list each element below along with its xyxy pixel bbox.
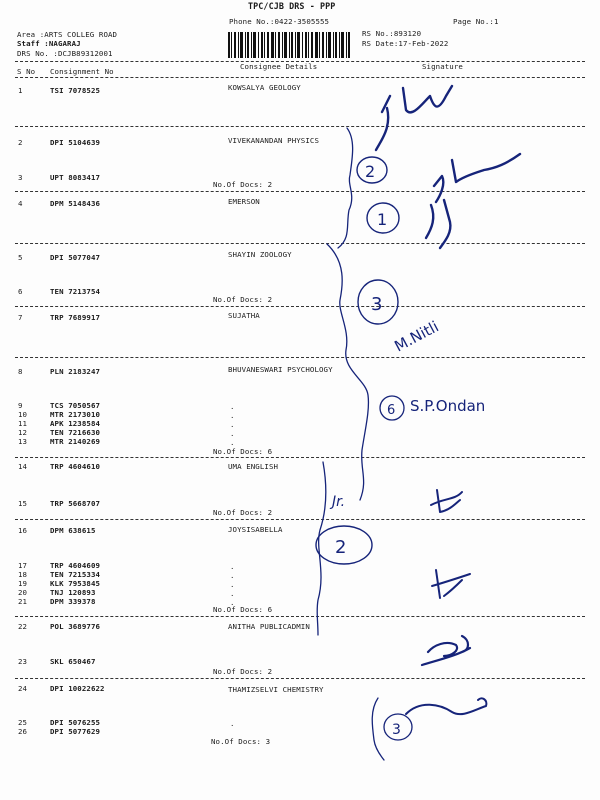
row-divider (15, 191, 585, 192)
page-number: Page No.:1 (453, 17, 499, 26)
row-consignment: UPT 8083417 (50, 173, 101, 182)
row-consignment: DPI 5076255 (50, 718, 101, 727)
row-sno: 9 (18, 401, 23, 410)
rs-number: RS No.:893120 (362, 29, 422, 38)
row-divider (15, 457, 585, 458)
row-sno: 8 (18, 367, 23, 376)
row-consignment: TRP 5668707 (50, 499, 101, 508)
row-sno: 19 (18, 579, 28, 588)
row-consignment: DPI 5077629 (50, 727, 101, 736)
row-consignment: TEN 7213754 (50, 287, 101, 296)
row-sno: 4 (18, 199, 23, 208)
row-divider (15, 616, 585, 617)
circle-number: 6 (387, 403, 396, 418)
row-sno: 14 (18, 462, 28, 471)
row-consignee: VIVEKANANDAN PHYSICS (228, 136, 319, 145)
barcode-image (228, 32, 350, 58)
row-divider (15, 126, 585, 127)
row-consignee: EMERSON (228, 197, 260, 206)
row-consignment: DPM 339378 (50, 597, 96, 606)
row-consignment: TRP 7689917 (50, 313, 101, 322)
area-label: Area :ARTS COLLEG ROAD (17, 30, 118, 39)
row-consignment: DPI 5077047 (50, 253, 101, 262)
doc-count: No.Of Docs: 6 (213, 447, 273, 456)
row-sno: 23 (18, 657, 28, 666)
circle-number: 1 (377, 210, 388, 229)
sheet-title: TPC/CJB DRS - PPP (248, 1, 336, 11)
row-consignee: THAMIZSELVI CHEMISTRY (228, 685, 324, 694)
row-sno: 22 (18, 622, 28, 631)
doc-count: No.Of Docs: 2 (213, 667, 273, 676)
row-consignment: MTR 2173010 (50, 410, 101, 419)
signature-text: S.P.Ondan (410, 397, 486, 415)
row-sno: 3 (18, 173, 23, 182)
row-sno: 12 (18, 428, 28, 437)
staff-label: Staff :NAGARAJ (17, 39, 81, 48)
row-consignment: TRP 4604609 (50, 561, 101, 570)
row-consignment: APK 1238584 (50, 419, 101, 428)
row-consignment: TEN 7215334 (50, 570, 101, 579)
row-sno: 15 (18, 499, 28, 508)
row-divider (15, 306, 585, 307)
circle-number: 2 (365, 162, 376, 181)
row-consignment: MTR 2140269 (50, 437, 101, 446)
doc-count: No.Of Docs: 2 (213, 295, 273, 304)
row-consignee: ANITHA PUBLICADMIN (228, 622, 310, 631)
row-sno: 6 (18, 287, 23, 296)
drs-number: DRS No. :DCJB89312001 (17, 49, 113, 58)
signature-text: Jr. (332, 494, 346, 510)
signature-text: M.Nitli (391, 317, 442, 356)
doc-count: No.Of Docs: 2 (213, 508, 273, 517)
header-divider-bottom (15, 77, 585, 78)
row-consignment: TCS 7050567 (50, 401, 101, 410)
circle-number: 3 (371, 294, 383, 315)
rs-date: RS Date:17-Feb-2022 (362, 39, 449, 48)
doc-count: No.Of Docs: 3 (211, 737, 271, 746)
row-consignment: KLK 7953845 (50, 579, 101, 588)
row-consignment: SKL 650467 (50, 657, 96, 666)
row-consignment: DPM 638615 (50, 526, 96, 535)
row-sno: 18 (18, 570, 28, 579)
circle-number: 2 (335, 537, 347, 558)
row-consignee: UMA ENGLISH (228, 462, 279, 471)
row-consignee: SUJATHA (228, 311, 260, 320)
doc-count: No.Of Docs: 2 (213, 180, 273, 189)
row-sno: 1 (18, 86, 23, 95)
row-consignment: POL 3689776 (50, 622, 101, 631)
drs-sheet: TPC/CJB DRS - PPP Phone No.:0422-3505555 Page No.:1 Area :ARTS COLLEG ROAD Staff :NAGARAJ DRS No. :DCJB89312001 RS No.:893120 RS Date:17-Feb-2022 S No Consignment No Consignee Details Signature 1 TSI 7078525 KOWSALYA GEOLOGY 2 DPI 5104639 VIVEKANANDAN PHYSICS 3 UPT 8083417 No.Of Docs: 2 4 DPM 5148436 EMERSON 5 DPI 5077047 SHAYIN ZOOLOGY 6 TEN 7213754 No.Of Docs: 2 7 TRP 7689917 SUJATHA 8 PLN 2183247 BHUVANESWARI PSYCHOLOGY 9 TCS 7050567 10 MTR 2173010 11 APK 1238584 12 TEN 7216630 13 MTR 2140269 No.Of Docs: 6 14 TRP 4604610 UMA ENGLISH 15 TRP 5668707 No.Of Docs: 2 16 DPM 638615 JOYSISABELLA 17 TRP 4604609 18 TEN 7215334 19 KLK 7953845 20 TNJ 120893 21 DPM 339378 No.Of Docs: 6 22 POL 3689776 ANITHA PUBLICADMIN 23 SKL 650467 No.Of Docs: 2 24 DPI 10022622 THAMIZSELVI CHEMISTRY 25 DPI 5076255 26 DPI 5077629 No.Of Docs: 3 . . . . . . . . . . . (0, 0, 600, 800)
row-divider (15, 357, 585, 358)
row-sno: 7 (18, 313, 23, 322)
row-sno: 21 (18, 597, 28, 606)
row-sno: 16 (18, 526, 28, 535)
row-sno: 24 (18, 684, 28, 693)
row-sno: 11 (18, 419, 28, 428)
doc-count: No.Of Docs: 6 (213, 605, 273, 614)
row-consignment: TNJ 120893 (50, 588, 96, 597)
row-consignment: TSI 7078525 (50, 86, 101, 95)
row-consignment: DPI 10022622 (50, 684, 105, 693)
col-consignment: Consignment No (50, 67, 114, 76)
row-sno: 13 (18, 437, 28, 446)
row-divider (15, 243, 585, 244)
row-sno: 5 (18, 253, 23, 262)
row-consignment: TEN 7216630 (50, 428, 101, 437)
row-consignee: BHUVANESWARI PSYCHOLOGY (228, 365, 333, 374)
row-consignee: JOYSISABELLA (228, 525, 283, 534)
row-consignee: SHAYIN ZOOLOGY (228, 250, 292, 259)
row-sno: 20 (18, 588, 28, 597)
row-consignment: DPM 5148436 (50, 199, 101, 208)
row-consignment: TRP 4604610 (50, 462, 101, 471)
row-sno: 26 (18, 727, 28, 736)
row-consignment: PLN 2183247 (50, 367, 101, 376)
row-consignment: DPI 5104639 (50, 138, 101, 147)
row-sno: 17 (18, 561, 28, 570)
row-divider (15, 519, 585, 520)
row-divider (15, 678, 585, 679)
row-sno: 25 (18, 718, 28, 727)
col-sno: S No (17, 67, 36, 76)
col-signature: Signature (422, 62, 463, 71)
circle-number: 3 (392, 722, 401, 738)
phone-number: Phone No.:0422-3505555 (229, 17, 330, 26)
row-sno: 2 (18, 138, 23, 147)
row-sno: 10 (18, 410, 28, 419)
col-consignee: Consignee Details (240, 62, 318, 71)
row-consignee: KOWSALYA GEOLOGY (228, 83, 301, 92)
